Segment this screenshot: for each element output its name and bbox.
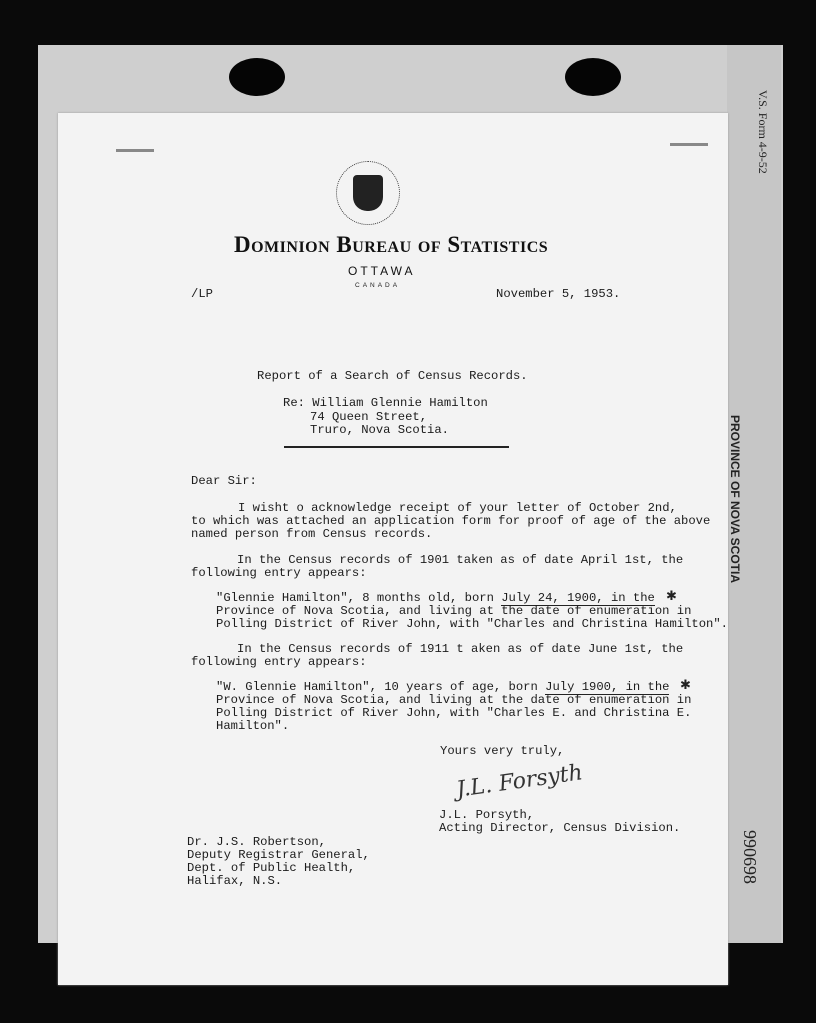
body-line: to which was attached an application form for proof of age of the above bbox=[191, 514, 711, 528]
recipient-line: Halifax, N.S. bbox=[187, 874, 283, 888]
divider bbox=[284, 446, 509, 448]
census-1911-entry-line: Hamilton". bbox=[216, 719, 290, 733]
entry-text: "Glennie Hamilton", 8 months old, born bbox=[216, 591, 502, 605]
organization-title: Dominion Bureau of Statistics bbox=[234, 232, 549, 257]
handwritten-signature: J.L. Forsyth bbox=[454, 760, 585, 803]
underlined-birthdate: July 24, 1900, in the bbox=[501, 591, 655, 605]
body-line: I wisht o acknowledge receipt of your letter of October 2nd, bbox=[238, 501, 677, 515]
census-1911-entry-line: Province of Nova Scotia, and living at the date of enumeration in bbox=[216, 693, 692, 707]
closing: Yours very truly, bbox=[440, 744, 565, 758]
coat-of-arms-seal bbox=[336, 161, 400, 225]
entry-text: "W. Glennie Hamilton", 10 years of age, born bbox=[216, 680, 546, 694]
country-label: CANADA bbox=[355, 282, 401, 289]
province-label: PROVINCE OF NOVA SCOTIA bbox=[728, 415, 742, 584]
letter-date: November 5, 1953. bbox=[496, 287, 621, 301]
asterisk-mark: ✱ bbox=[680, 678, 691, 693]
body-line: In the Census records of 1911 t aken as of date June 1st, the bbox=[237, 642, 684, 656]
asterisk-mark: ✱ bbox=[666, 589, 677, 604]
census-1911-entry-line: Polling District of River John, with "Charles E. and Christina E. bbox=[216, 706, 692, 720]
re-line-3: Truro, Nova Scotia. bbox=[310, 423, 449, 437]
city-label: OTTAWA bbox=[348, 264, 416, 278]
re-line-2: 74 Queen Street, bbox=[310, 410, 428, 424]
signer-name: J.L. Porsyth, bbox=[439, 808, 535, 822]
recipient-line: Deputy Registrar General, bbox=[187, 848, 370, 862]
underlined-birthdate: July 1900, in the bbox=[545, 680, 670, 694]
body-line: following entry appears: bbox=[191, 566, 367, 580]
punch-hole bbox=[229, 58, 285, 96]
staple bbox=[670, 143, 708, 146]
signer-title: Acting Director, Census Division. bbox=[439, 821, 681, 835]
body-line: named person from Census records. bbox=[191, 527, 433, 541]
salutation: Dear Sir: bbox=[191, 474, 257, 488]
census-1901-entry-line: Province of Nova Scotia, and living at the date of enumeration in bbox=[216, 604, 692, 618]
reference-initials: /LP bbox=[191, 287, 213, 301]
coat-of-arms-icon bbox=[353, 175, 383, 211]
subject-line: Report of a Search of Census Records. bbox=[257, 369, 528, 383]
census-1901-entry-line: Polling District of River John, with "Charles and Christina Hamilton". bbox=[216, 617, 728, 631]
letter-page bbox=[58, 113, 728, 985]
punch-hole bbox=[565, 58, 621, 96]
body-line: following entry appears: bbox=[191, 655, 367, 669]
staple bbox=[116, 149, 154, 152]
recipient-line: Dr. J.S. Robertson, bbox=[187, 835, 326, 849]
form-number: V.S. Form 4-9-52 bbox=[756, 90, 770, 174]
recipient-line: Dept. of Public Health, bbox=[187, 861, 356, 875]
body-line: In the Census records of 1901 taken as of date April 1st, the bbox=[237, 553, 684, 567]
re-line-1: Re: William Glennie Hamilton bbox=[283, 396, 488, 410]
serial-number: 990698 bbox=[740, 830, 760, 884]
